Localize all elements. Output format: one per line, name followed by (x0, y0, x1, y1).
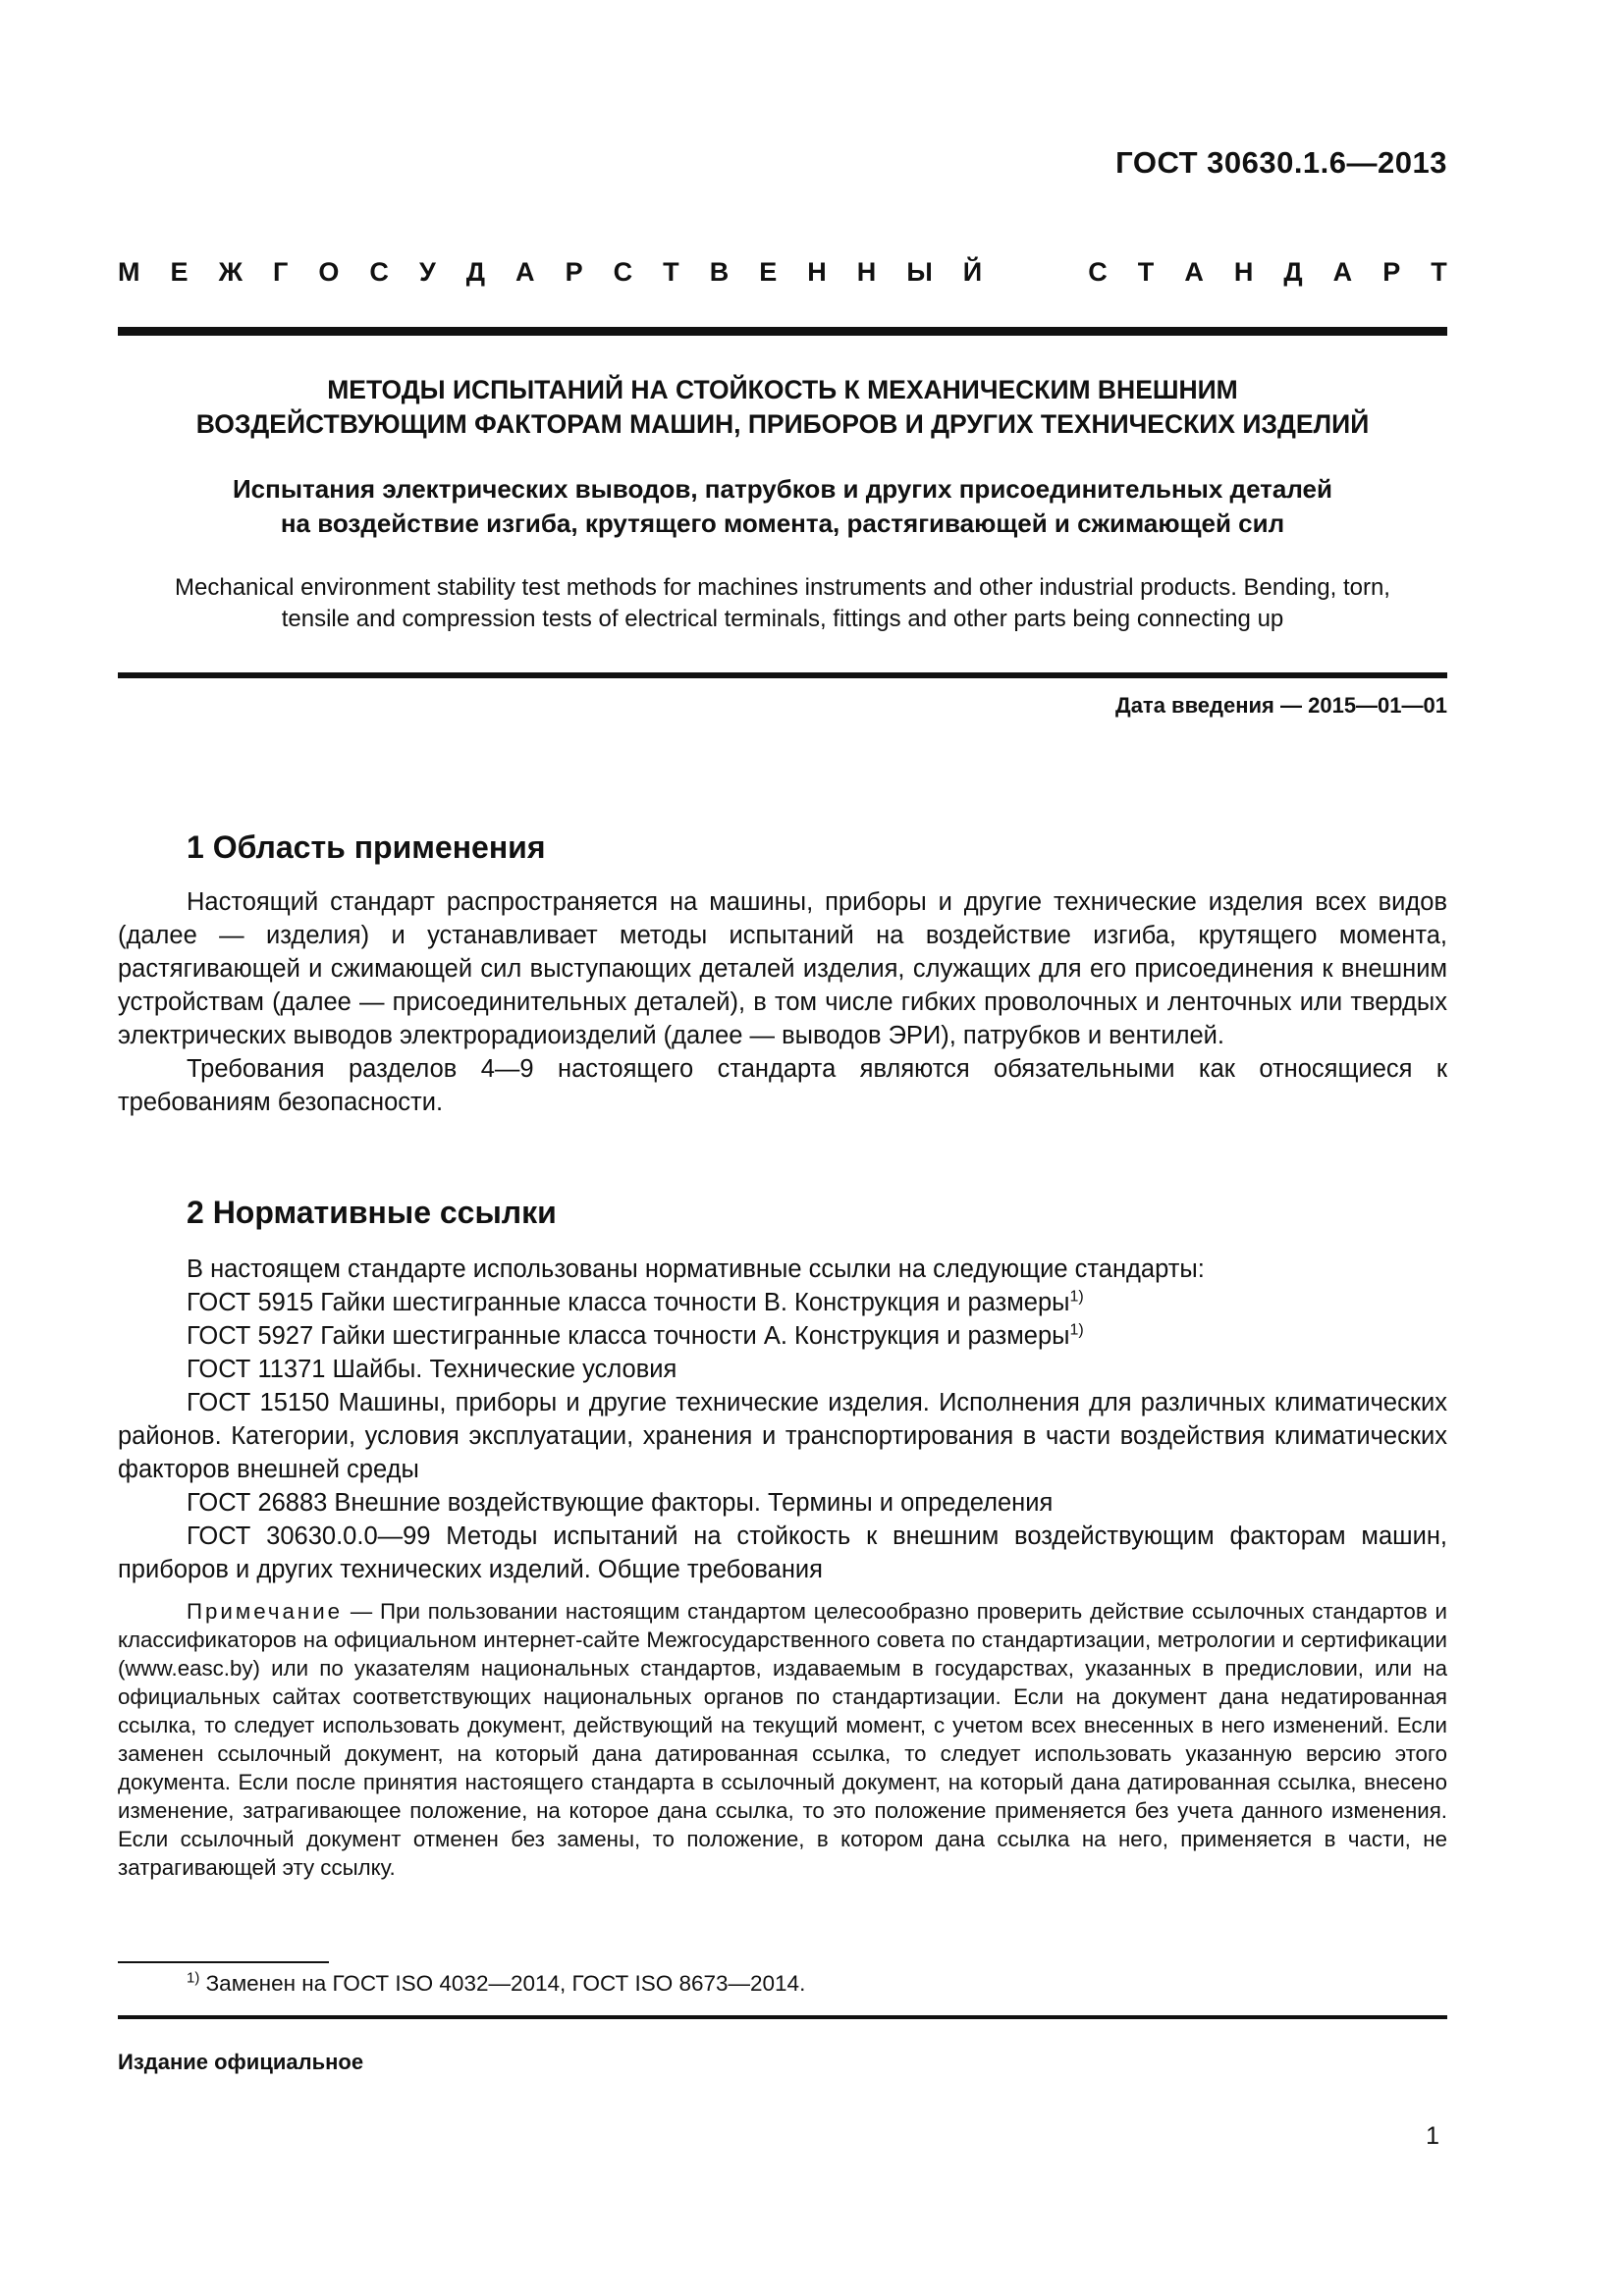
standard-type-letter: С (1088, 257, 1108, 287)
standard-type-letter: Н (807, 257, 827, 287)
standard-type-letter: Н (1233, 257, 1254, 287)
page-number: 1 (1426, 2122, 1439, 2150)
standard-type-letter: А (1184, 257, 1204, 287)
standard-type-letter: А (1332, 257, 1353, 287)
standard-type-letter: О (318, 257, 340, 287)
reference-item (118, 1319, 1447, 1353)
standard-type-letter: В (709, 257, 730, 287)
note (118, 1597, 1447, 1882)
english-title (118, 572, 1447, 635)
standard-type-letter: М (118, 257, 140, 287)
section-heading-references: 2 Нормативные ссылки (187, 1195, 557, 1230)
standard-type-letter: Р (565, 257, 583, 287)
standard-type-letter: Е (759, 257, 778, 287)
standard-type-letter: Ы (906, 257, 933, 287)
subtitle-line: на воздействие изгиба, крутящего момента, растягивающей и сжимающей сил (280, 508, 1285, 538)
standard-type-letter: А (515, 257, 535, 287)
reference-text: ГОСТ 5915 Гайки шестигранные класса точности В. Конструкция и размеры (187, 1289, 1070, 1316)
paragraph: Настоящий стандарт распространяется на машины, приборы и другие технические изделия всех видов (далее — изделия) и устанавливает методы испытаний на воздействие изгиба, крутящего момента, растягивающей и сжимающей сил выступающих деталей изделия, служащих для его присоединения к внешним устройствам (далее — присоединительных деталей), в том числе гибких проволочных и ленточных или твердых электрических выводов электрорадиоизделий (далее — выводов ЭРИ), патрубков и вентилей. (118, 888, 1447, 1049)
introduction-date: Дата введения — 2015—01—01 (1115, 693, 1447, 718)
standard-type-letter: Т (1137, 257, 1155, 287)
note-text: — При пользовании настоящим стандартом целесообразно проверить действие ссылочных стандартов и классификаторов на официальном интернет-сайте Межгосударственного совета по стандартизации, метрологии и сертификации (www.easc.by) или по указателям национальных стандартов, издаваемым в государствах, указанных в предисловии, или на официальных сайтах соответствующих национальных органов по стандартизации. Если на документ дана недатированная ссылка, то следует использовать документ, действующий на текущий момент, с учетом всех внесенных в него изменений. Если заменен ссылочный документ, на который дана датированная ссылка, то следует использовать указанную версию этого документа. Если после принятия настоящего стандарта в ссылочный документ, на который дана датированная ссылка, внесено изменение, затрагивающее положение, на которое дана ссылка, то это положение применяется без учета данного изменения. Если ссылочный документ отменен без замены, то положение, в котором дана ссылка на него, применяется в части, не затрагивающей эту ссылку. (118, 1599, 1447, 1880)
section-heading-scope: 1 Область применения (187, 829, 546, 865)
document-number: ГОСТ 30630.1.6—2013 (1115, 145, 1447, 180)
paragraph: В настоящем стандарте использованы нормативные ссылки на следующие стандарты: (187, 1255, 1205, 1283)
footnote (187, 1971, 805, 1997)
document-subtitle (118, 472, 1447, 541)
reference-item: ГОСТ 11371 Шайбы. Технические условия (187, 1356, 677, 1383)
standard-type-letter: Н (856, 257, 877, 287)
standard-type-letter: Д (465, 257, 486, 287)
standard-type-letter: С (613, 257, 633, 287)
reference-item: ГОСТ 26883 Внешние воздействующие факторы. Термины и определения (187, 1489, 1054, 1517)
standard-type-heading (118, 257, 1447, 288)
note-label: Примечание (187, 1599, 344, 1624)
footnote-mark: 1) (1069, 1321, 1084, 1339)
section-body-references (118, 1253, 1447, 1586)
header-rule (118, 327, 1447, 336)
standard-type-letter: Е (170, 257, 189, 287)
footnote-mark: 1) (1069, 1288, 1084, 1306)
paragraph: Требования разделов 4—9 настоящего стандарта являются обязательными как относящиеся к требованиям безопасности. (118, 1055, 1447, 1116)
footnote-mark: 1) (187, 1969, 200, 1987)
footnote-text: Заменен на ГОСТ ISO 4032—2014, ГОСТ ISO 8673—2014. (199, 1971, 806, 1996)
reference-item (118, 1286, 1447, 1319)
english-title-line: tensile and compression tests of electrical terminals, fittings and other parts being connecting up (281, 606, 1284, 632)
footer-rule (118, 2015, 1447, 2019)
standard-type-letter: У (418, 257, 436, 287)
standard-type-letter: Г (273, 257, 289, 287)
title-line: ВОЗДЕЙСТВУЮЩИМ ФАКТОРАМ МАШИН, ПРИБОРОВ И ДРУГИХ ТЕХНИЧЕСКИХ ИЗДЕЛИЙ (195, 409, 1370, 439)
reference-item: ГОСТ 30630.0.0—99 Методы испытаний на стойкость к внешним воздействующим факторам машин, приборов и других технических изделий. Общие требования (118, 1522, 1447, 1583)
standard-type-letter: Д (1283, 257, 1303, 287)
section-body-scope (118, 885, 1447, 1119)
reference-item: ГОСТ 15150 Машины, приборы и другие технические изделия. Исполнения для различных климатических районов. Категории, условия эксплуатации, хранения и транспортирования в части воздействия климатических факторов внешней среды (118, 1389, 1447, 1483)
standard-type-letter: С (369, 257, 389, 287)
standard-type-letter: Т (1431, 257, 1447, 287)
english-title-line: Mechanical environment stability test methods for machines instruments and other industrial products. Bending, torn, (175, 574, 1390, 601)
title-rule (118, 672, 1447, 678)
standard-type-letter: Т (663, 257, 679, 287)
letter-gap (1012, 257, 1057, 288)
standard-type-letter: Р (1382, 257, 1401, 287)
standard-type-letter: Й (962, 257, 983, 287)
footnote-rule (118, 1961, 329, 1963)
reference-text: ГОСТ 5927 Гайки шестигранные класса точности А. Конструкция и размеры (187, 1322, 1070, 1350)
document-title (118, 373, 1447, 442)
title-line: МЕТОДЫ ИСПЫТАНИЙ НА СТОЙКОСТЬ К МЕХАНИЧЕСКИМ ВНЕШНИМ (327, 375, 1238, 404)
subtitle-line: Испытания электрических выводов, патрубков и других присоединительных деталей (232, 474, 1332, 504)
standard-type-letter: Ж (218, 257, 243, 287)
edition-label: Издание официальное (118, 2050, 364, 2074)
